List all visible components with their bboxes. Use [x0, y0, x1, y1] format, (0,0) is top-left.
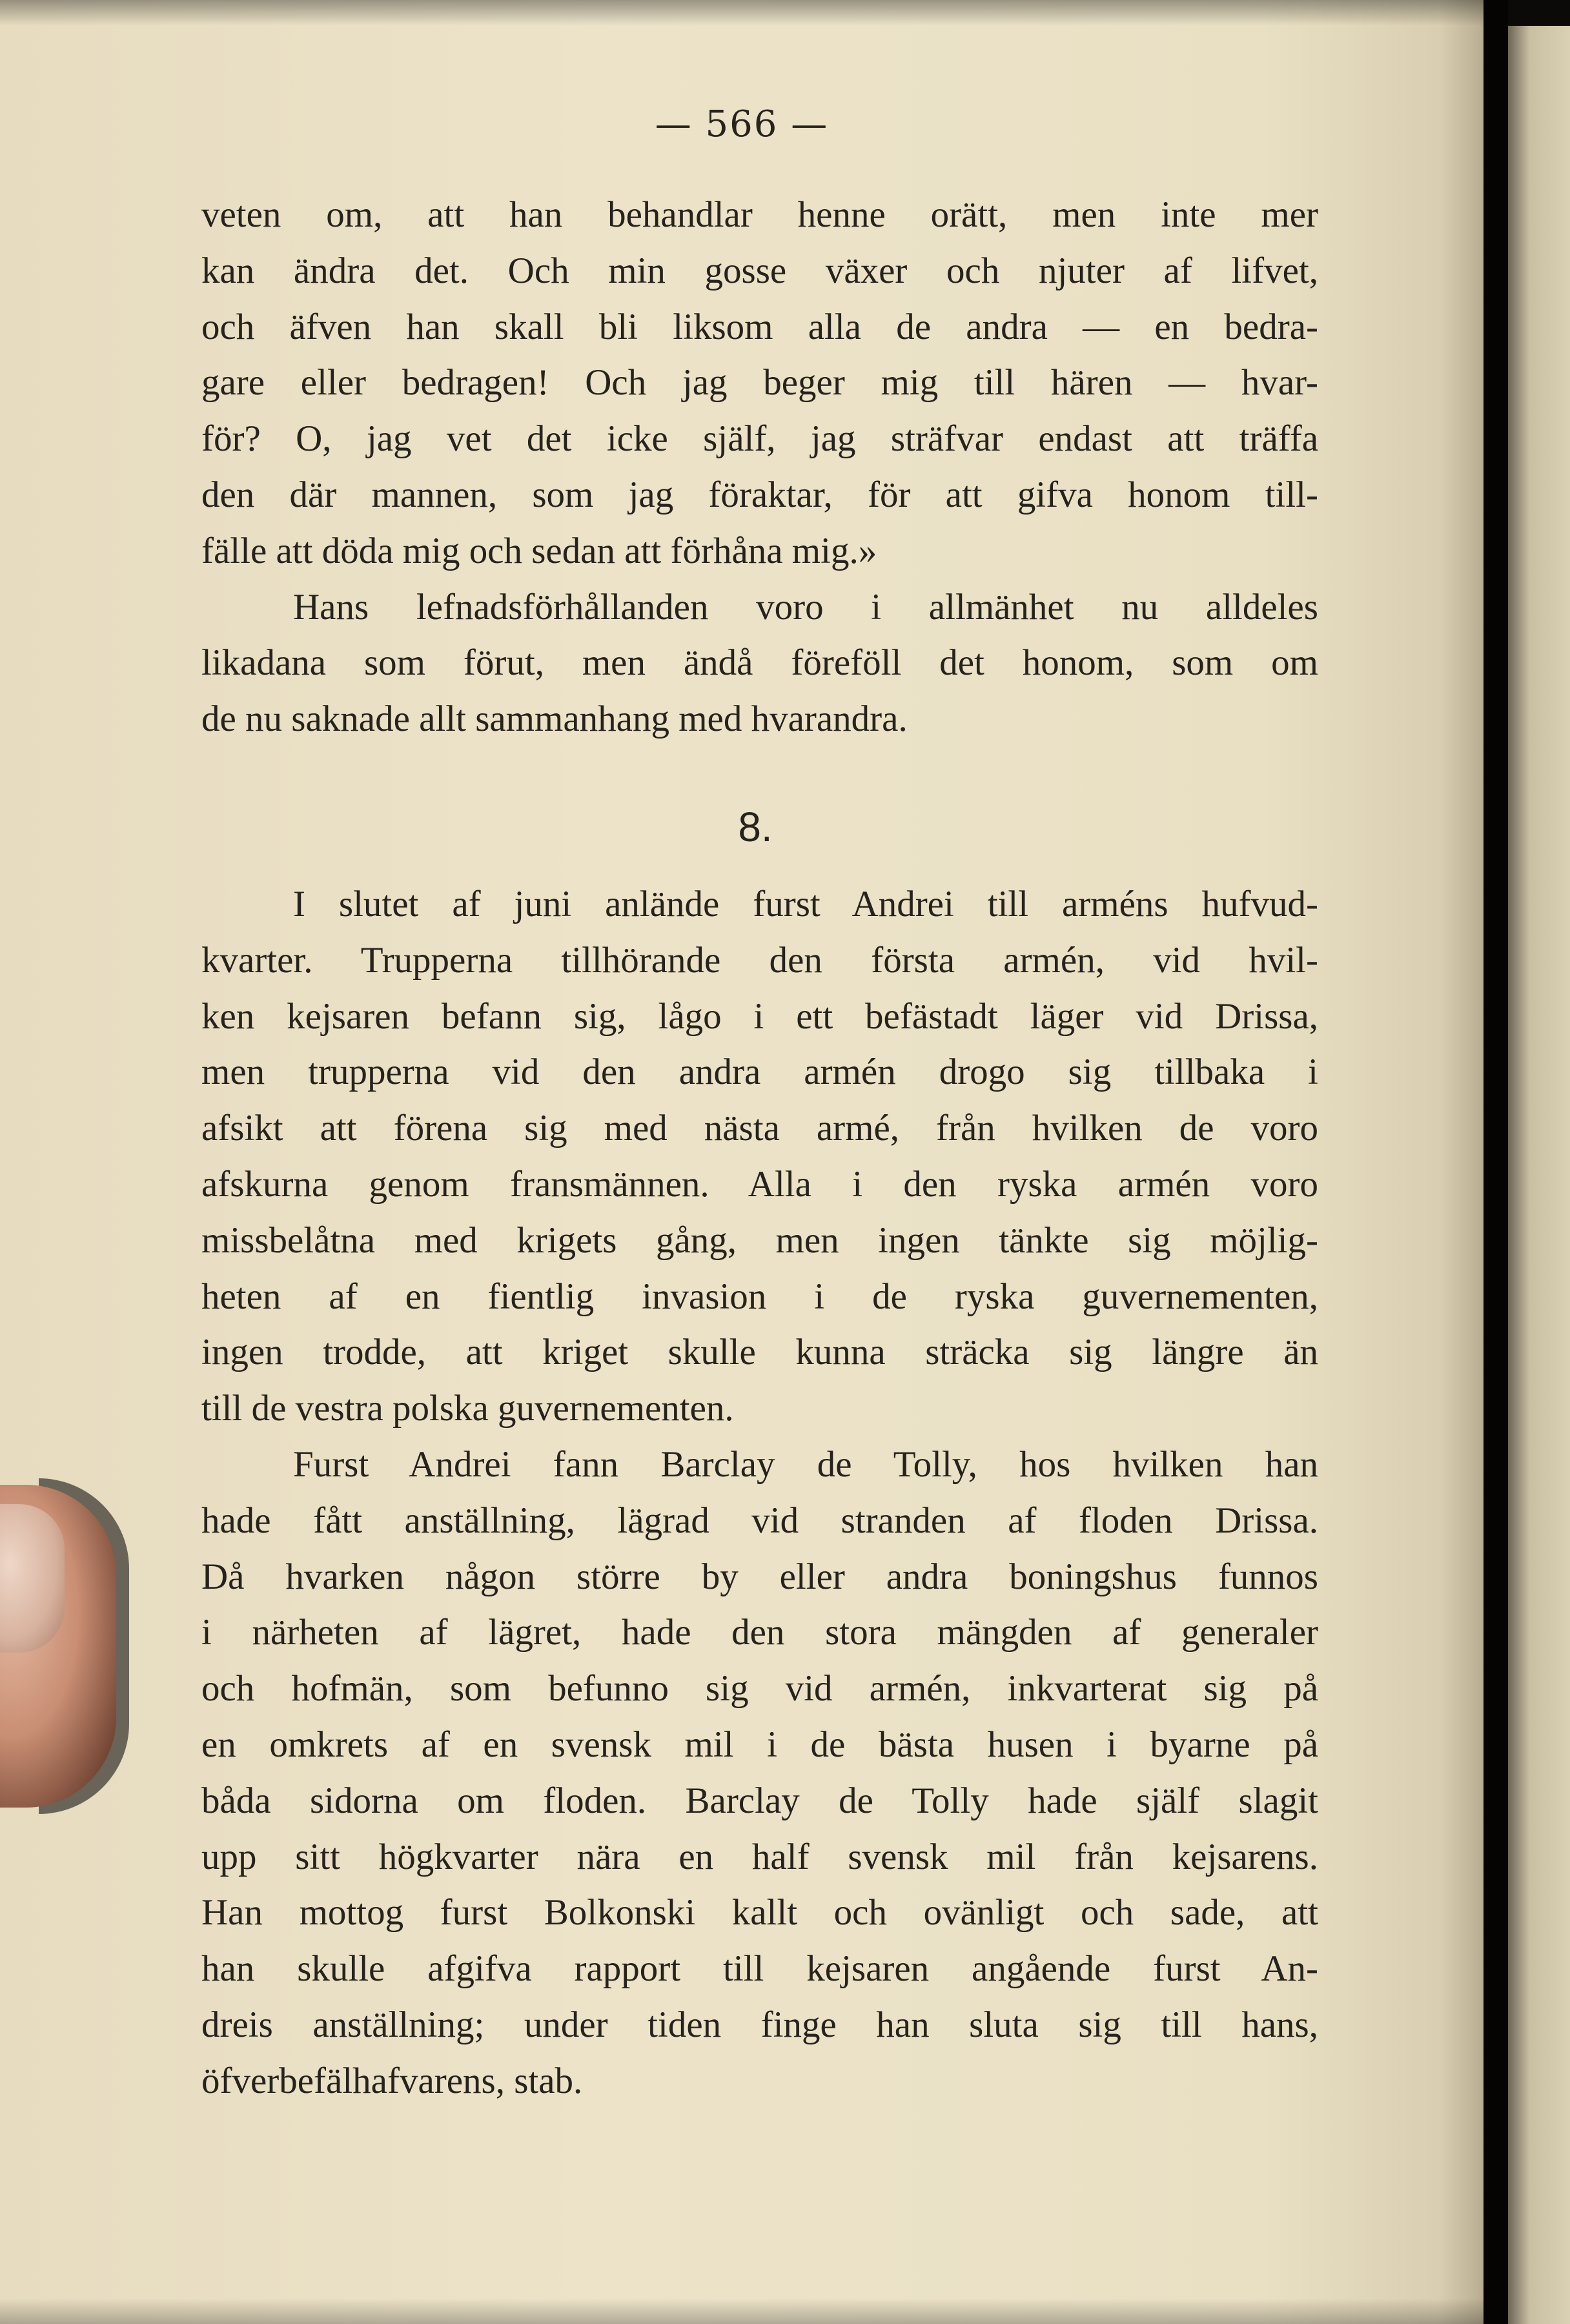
text-line: upp sitt högkvarter nära en half svensk mil från kejsarens. [201, 1836, 1318, 1877]
text-line: I slutet af juni anlände furst Andrei till arméns hufvud- [293, 884, 1318, 924]
text-line: heten af en fientlig invasion i de ryska guvernementen, [201, 1276, 1318, 1317]
text-line: Furst Andrei fann Barclay de Tolly, hos hvilken han [293, 1444, 1318, 1485]
text-line: men trupperna vid den andra armén drogo sig tillbaka i [201, 1052, 1318, 1093]
text-block-chapter-8-para-1 [201, 877, 1318, 1437]
page-bottom-shadow [0, 2298, 1483, 2324]
chapter-heading: 8. [738, 804, 773, 850]
text-line: veten om, att han behandlar henne orätt, men inte mer [201, 194, 1318, 235]
text-line: ken kejsaren befann sig, lågo i ett befästadt läger vid Drissa, [201, 995, 1318, 1037]
text-line: öfverbefälhafvarens, stab. [201, 2060, 583, 2101]
text-line: kvarter. Trupperna tillhörande den första armén, vid hvil- [201, 939, 1318, 981]
text-line: fälle att döda mig och sedan att förhåna mig.» [201, 530, 877, 571]
text-line: och hofmän, som befunno sig vid armén, inkvarterat sig på [201, 1668, 1318, 1709]
text-line: båda sidorna om floden. Barclay de Tolly hade själf slagit [201, 1780, 1318, 1821]
text-line: Hans lefnadsförhållanden voro i allmänhet nu alldeles [293, 586, 1318, 627]
text-line: Han mottog furst Bolkonski kallt och ovänligt och sade, att [201, 1892, 1318, 1933]
text-line: ingen trodde, att kriget skulle kunna sträcka sig längre än [201, 1332, 1318, 1373]
text-line: afskurna genom fransmännen. Alla i den ryska armén voro [201, 1163, 1318, 1205]
text-block-chapter-8-para-2 [201, 1437, 1318, 2110]
text-line: för? O, jag vet det icke själf, jag sträfvar endast att träffa [201, 418, 1318, 460]
text-line: gare eller bedragen! Och jag beger mig till hären — hvar- [201, 362, 1318, 403]
text-line: kan ändra det. Och min gosse växer och njuter af lifvet, [201, 250, 1318, 291]
text-line: den där mannen, som jag föraktar, för att gifva honom till- [201, 474, 1318, 515]
text-line: en omkrets af en svensk mil i de bästa husen i byarne på [201, 1724, 1318, 1765]
page-number: — 566 — [655, 103, 829, 145]
text-line: och äfven han skall bli liksom alla de andra — en bedra- [201, 306, 1318, 347]
text-line: de nu saknade allt sammanhang med hvarandra. [201, 698, 908, 740]
text-line: hade fått anställning, lägrad vid stranden af floden Drissa. [201, 1500, 1318, 1541]
text-line: Då hvarken någon större by eller andra boningshus funnos [201, 1556, 1318, 1597]
text-line: till de vestra polska guvernementen. [201, 1388, 734, 1429]
text-line: missbelåtna med krigets gång, men ingen tänkte sig möjlig- [201, 1219, 1318, 1261]
book-gutter [1483, 0, 1508, 2324]
text-line: likadana som förut, men ändå föreföll det honom, som om [201, 642, 1318, 684]
text-line: dreis anställning; under tiden finge han sluta sig till hans, [201, 2004, 1318, 2045]
thumbnail-highlight [0, 1504, 65, 1653]
text-line: i närheten af lägret, hade den stora mängden af generaler [201, 1612, 1318, 1653]
page-top-shadow [0, 0, 1483, 26]
text-line: afsikt att förena sig med nästa armé, från hvilken de voro [201, 1108, 1318, 1149]
text-block-continuation [201, 187, 1318, 748]
text-line: han skulle afgifva rapport till kejsaren angående furst An- [201, 1948, 1318, 1990]
next-page-edge [1508, 26, 1570, 2324]
